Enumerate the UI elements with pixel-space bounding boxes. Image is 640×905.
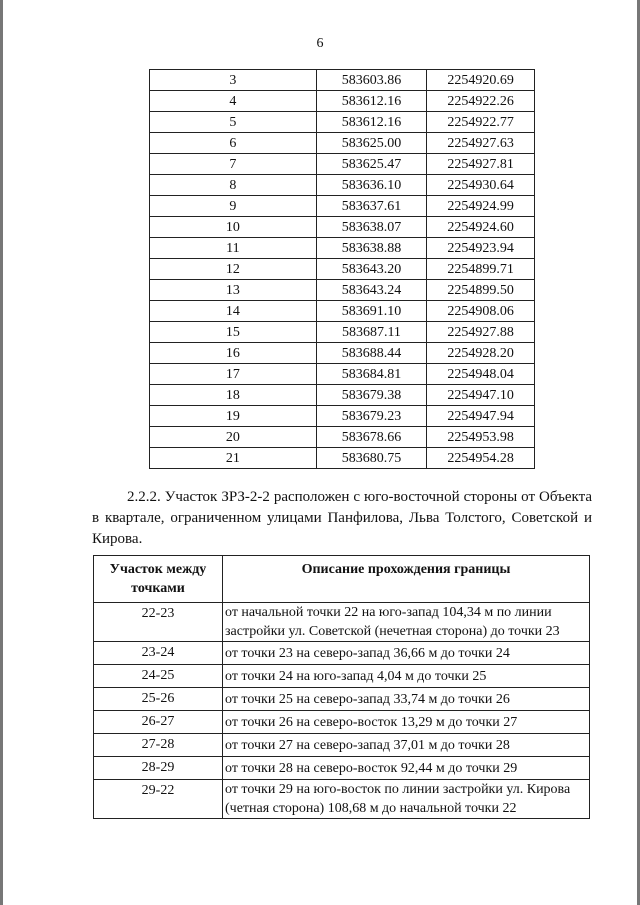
segment-points: 23-24 <box>94 642 223 665</box>
coordinate-y: 2254923.94 <box>427 238 535 259</box>
point-number: 16 <box>150 343 317 364</box>
page-number: 6 <box>316 36 324 51</box>
table-row <box>94 642 590 665</box>
segment-points: 27-28 <box>94 734 223 757</box>
coordinate-x: 583638.88 <box>316 238 426 259</box>
coordinate-x: 583643.24 <box>316 280 426 301</box>
coordinate-x: 583612.16 <box>316 112 426 133</box>
point-number: 19 <box>150 406 317 427</box>
table-row <box>150 175 535 196</box>
coordinate-x: 583625.47 <box>316 154 426 175</box>
coordinate-x: 583679.23 <box>316 406 426 427</box>
coordinate-x: 583687.11 <box>316 322 426 343</box>
coordinate-y: 2254927.63 <box>427 133 535 154</box>
segment-points: 29-22 <box>94 780 223 819</box>
table-row <box>150 322 535 343</box>
point-number: 21 <box>150 448 317 469</box>
coordinate-x: 583636.10 <box>316 175 426 196</box>
point-number: 20 <box>150 427 317 448</box>
point-number: 8 <box>150 175 317 196</box>
point-number: 6 <box>150 133 317 154</box>
point-number: 9 <box>150 196 317 217</box>
table-row <box>150 154 535 175</box>
segment-description: от точки 29 на юго-восток по линии застройки ул. Кирова (четная сторона) 108,68 м до начальной точки 22 <box>223 780 590 819</box>
coordinate-y: 2254922.26 <box>427 91 535 112</box>
coordinate-x: 583612.16 <box>316 91 426 112</box>
segment-points: 26-27 <box>94 711 223 734</box>
scan-edge-left <box>0 0 3 905</box>
coordinate-y: 2254947.10 <box>427 385 535 406</box>
point-number: 3 <box>150 70 317 91</box>
coordinate-x: 583643.20 <box>316 259 426 280</box>
coordinate-y: 2254899.50 <box>427 280 535 301</box>
table-row <box>150 280 535 301</box>
segment-points: 25-26 <box>94 688 223 711</box>
coordinate-x: 583679.38 <box>316 385 426 406</box>
header-segment: Участок между точками <box>94 556 223 603</box>
point-number: 11 <box>150 238 317 259</box>
table-row <box>150 427 535 448</box>
segment-description: от точки 23 на северо-запад 36,66 м до точки 24 <box>223 642 590 665</box>
boundary-table-body <box>94 603 590 819</box>
coordinate-y: 2254920.69 <box>427 70 535 91</box>
table-row <box>150 238 535 259</box>
segment-description: от точки 24 на юго-запад 4,04 м до точки 25 <box>223 665 590 688</box>
table-row <box>150 301 535 322</box>
coordinate-y: 2254948.04 <box>427 364 535 385</box>
coordinate-x: 583691.10 <box>316 301 426 322</box>
coordinate-y: 2254908.06 <box>427 301 535 322</box>
section-paragraph: 2.2.2. Участок ЗРЗ-2-2 расположен с юго-восточной стороны от Объекта в квартале, ограниченном улицами Панфилова, Льва Толстого, Советской и Кирова. <box>92 489 592 547</box>
coordinate-x: 583678.66 <box>316 427 426 448</box>
segment-description: от начальной точки 22 на юго-запад 104,34 м по линии застройки ул. Советской (нечетная сторона) до точки 23 <box>223 603 590 642</box>
segment-description: от точки 27 на северо-запад 37,01 м до точки 28 <box>223 734 590 757</box>
table-row <box>94 757 590 780</box>
table-row <box>150 91 535 112</box>
coordinate-y: 2254928.20 <box>427 343 535 364</box>
point-number: 13 <box>150 280 317 301</box>
point-number: 4 <box>150 91 317 112</box>
point-number: 12 <box>150 259 317 280</box>
coordinate-y: 2254927.81 <box>427 154 535 175</box>
point-number: 14 <box>150 301 317 322</box>
segment-description: от точки 26 на северо-восток 13,29 м до точки 27 <box>223 711 590 734</box>
header-description: Описание прохождения границы <box>223 556 590 603</box>
coordinate-x: 583688.44 <box>316 343 426 364</box>
coordinates-table <box>149 69 535 469</box>
coordinate-y: 2254922.77 <box>427 112 535 133</box>
point-number: 15 <box>150 322 317 343</box>
table-row <box>150 343 535 364</box>
coordinate-x: 583637.61 <box>316 196 426 217</box>
segment-points: 28-29 <box>94 757 223 780</box>
table-row <box>150 385 535 406</box>
coordinate-x: 583680.75 <box>316 448 426 469</box>
boundary-table-header <box>94 556 590 603</box>
point-number: 7 <box>150 154 317 175</box>
table-row <box>94 780 590 819</box>
segment-points: 22-23 <box>94 603 223 642</box>
table-row <box>150 196 535 217</box>
coordinate-y: 2254953.98 <box>427 427 535 448</box>
point-number: 17 <box>150 364 317 385</box>
point-number: 18 <box>150 385 317 406</box>
coordinate-x: 583638.07 <box>316 217 426 238</box>
table-row <box>150 364 535 385</box>
coordinate-y: 2254899.71 <box>427 259 535 280</box>
table-row <box>94 711 590 734</box>
table-row <box>94 688 590 711</box>
table-row <box>150 112 535 133</box>
boundary-table <box>93 555 590 819</box>
coordinate-y: 2254954.28 <box>427 448 535 469</box>
table-row <box>150 406 535 427</box>
coordinate-y: 2254927.88 <box>427 322 535 343</box>
table-row <box>94 665 590 688</box>
table-row <box>150 259 535 280</box>
table-row <box>150 133 535 154</box>
coordinate-y: 2254924.99 <box>427 196 535 217</box>
coordinates-table-body <box>150 70 535 469</box>
point-number: 5 <box>150 112 317 133</box>
segment-description: от точки 25 на северо-запад 33,74 м до точки 26 <box>223 688 590 711</box>
table-row <box>150 70 535 91</box>
segment-description: от точки 28 на северо-восток 92,44 м до точки 29 <box>223 757 590 780</box>
point-number: 10 <box>150 217 317 238</box>
table-row <box>150 448 535 469</box>
table-row <box>150 217 535 238</box>
coordinate-x: 583603.86 <box>316 70 426 91</box>
segment-points: 24-25 <box>94 665 223 688</box>
coordinate-x: 583625.00 <box>316 133 426 154</box>
table-row <box>94 603 590 642</box>
coordinate-x: 583684.81 <box>316 364 426 385</box>
coordinate-y: 2254947.94 <box>427 406 535 427</box>
coordinate-y: 2254930.64 <box>427 175 535 196</box>
table-row <box>94 734 590 757</box>
coordinate-y: 2254924.60 <box>427 217 535 238</box>
